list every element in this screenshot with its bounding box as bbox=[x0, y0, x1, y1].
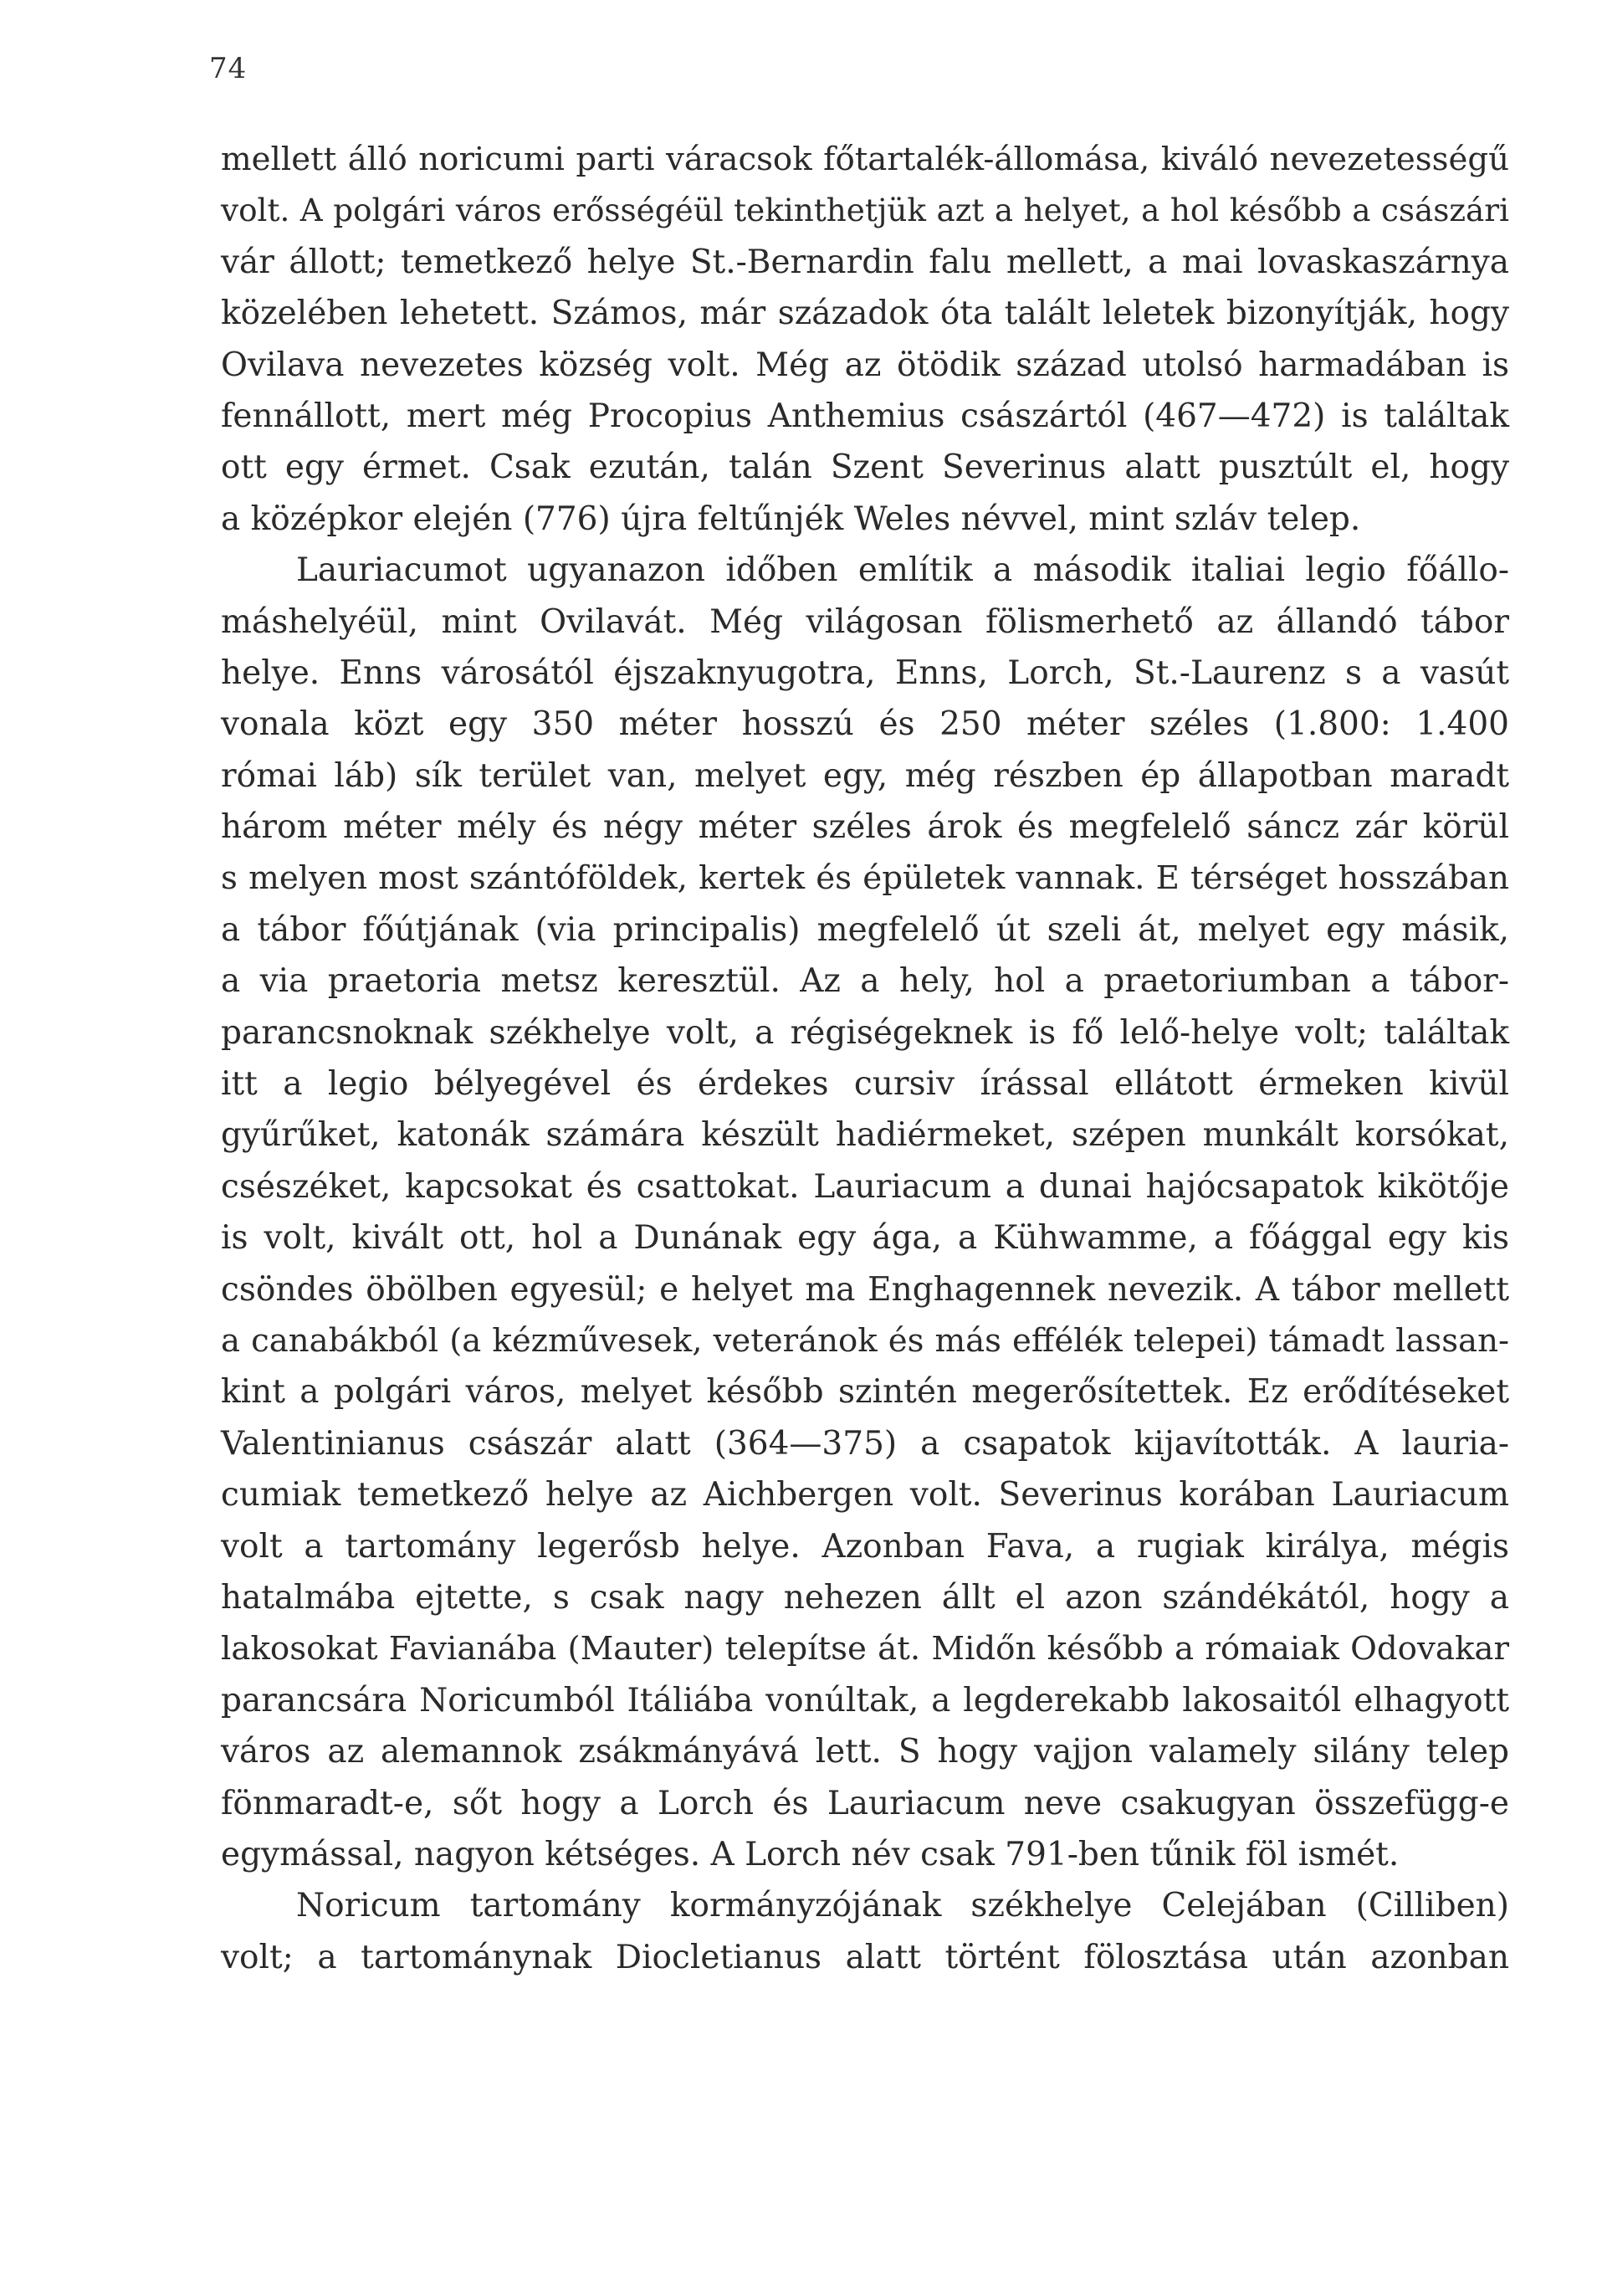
text-line: csöndes öbölben egyesül; e helyet ma Enghagennek nevezik. A tábor mellett bbox=[221, 1270, 1509, 1309]
text-line: is volt, kivált ott, hol a Dunának egy ága, a Kühwamme, a főággal egy kis bbox=[221, 1219, 1509, 1258]
text-line: lakosokat Favianába (Mauter) telepítse át. Midőn később a rómaiak Odovakar bbox=[221, 1630, 1509, 1668]
text-line: parancsnoknak székhelye volt, a régiségeknek is fő lelő-helye volt; találtak bbox=[221, 1013, 1509, 1052]
text-line: kint a polgári város, melyet később szintén megerősítettek. Ez erődítéseket bbox=[221, 1373, 1509, 1412]
text-line: Ovilava nevezetes község volt. Még az ötödik század utolsó harmadában is bbox=[221, 346, 1509, 384]
text-line: vonala közt egy 350 méter hosszú és 250 méter széles (1.800: 1.400 bbox=[221, 705, 1509, 744]
text-line: volt a tartomány legerősb helye. Azonban Fava, a rugiak királya, mégis bbox=[221, 1527, 1509, 1566]
text-line: vár állott; temetkező helye St.-Bernardin falu mellett, a mai lovaskaszárnya bbox=[221, 243, 1509, 281]
text-line: három méter mély és négy méter széles árok és megfelelő sáncz zár körül bbox=[221, 808, 1509, 847]
text-line: hatalmába ejtette, s csak nagy nehezen állt el azon szándékától, hogy a bbox=[221, 1578, 1509, 1617]
text-line: fennállott, mert még Procopius Anthemius császártól (467—472) is találtak bbox=[221, 397, 1509, 435]
text-line: Noricum tartomány kormányzójának székhelye Celejában (Cilliben) bbox=[296, 1887, 1509, 1925]
text-line: s melyen most szántóföldek, kertek és épületek vannak. E térséget hosszában bbox=[221, 859, 1509, 898]
text-line: római láb) sík terület van, melyet egy, még részben ép állapotban maradt bbox=[221, 756, 1509, 795]
paragraph-2 bbox=[221, 545, 1509, 1880]
text-line: helye. Enns városától éjszaknyugotra, Enns, Lorch, St.-Laurenz s a vasút bbox=[221, 653, 1509, 692]
text-line: a középkor elején (776) újra feltűnjék Weles névvel, mint szláv telep. bbox=[221, 500, 1361, 538]
text-line: ott egy érmet. Csak ezután, talán Szent Severinus alatt pusztúlt el, hogy bbox=[221, 448, 1509, 487]
paragraph-3 bbox=[221, 1880, 1509, 1983]
paragraph-1 bbox=[221, 134, 1509, 545]
page-number: 74 bbox=[209, 52, 248, 85]
text-line: Valentinianus császár alatt (364—375) a csapatok kijavították. A lauria- bbox=[221, 1424, 1509, 1463]
text-line: Lauriacumot ugyanazon időben említik a második italiai legio főállo- bbox=[296, 551, 1509, 590]
text-line: volt. A polgári város erősségéül tekinthetjük azt a helyet, a hol később a császári bbox=[221, 192, 1509, 229]
text-line: cumiak temetkező helye az Aichbergen volt. Severinus korában Lauriacum bbox=[221, 1476, 1509, 1514]
text-line: csészéket, kapcsokat és csattokat. Lauriacum a dunai hajócsapatok kikötője bbox=[221, 1167, 1509, 1206]
body-text bbox=[221, 134, 1509, 1983]
text-line: a tábor főútjának (via principalis) megfelelő út szeli át, melyet egy másik, bbox=[221, 910, 1509, 949]
text-line: város az alemannok zsákmányává lett. S hogy vajjon valamely silány telep bbox=[221, 1733, 1509, 1771]
text-line: parancsára Noricumból Itáliába vonúltak, a legderekabb lakosaitól elhagyott bbox=[221, 1681, 1509, 1719]
text-line: volt; a tartománynak Diocletianus alatt történt fölosztása után azonban bbox=[221, 1938, 1509, 1976]
text-line: itt a legio bélyegével és érdekes cursiv írással ellátott érmeken kivül bbox=[221, 1065, 1509, 1104]
text-line: egymással, nagyon kétséges. A Lorch név csak 791-ben tűnik föl ismét. bbox=[221, 1835, 1400, 1873]
text-line: gyűrűket, katonák számára készült hadiérmeket, szépen munkált korsókat, bbox=[221, 1116, 1509, 1155]
text-line: a canabákból (a kézművesek, veteránok és más effélék telepei) támadt lassan- bbox=[221, 1321, 1509, 1360]
text-line: mellett álló noricumi parti váracsok főtartalék-állomása, kiváló nevezetességű bbox=[221, 141, 1509, 178]
text-line: máshelyéül, mint Ovilavát. Még világosan fölismerhető az állandó tábor bbox=[221, 602, 1509, 641]
text-line: a via praetoria metsz keresztül. Az a hely, hol a praetoriumban a tábor- bbox=[221, 962, 1509, 1001]
text-line: közelében lehetett. Számos, már századok óta talált leletek bizonyítják, hogy bbox=[221, 295, 1509, 333]
text-line: fönmaradt-e, sőt hogy a Lorch és Lauriacum neve csakugyan összefügg-e bbox=[221, 1784, 1509, 1822]
